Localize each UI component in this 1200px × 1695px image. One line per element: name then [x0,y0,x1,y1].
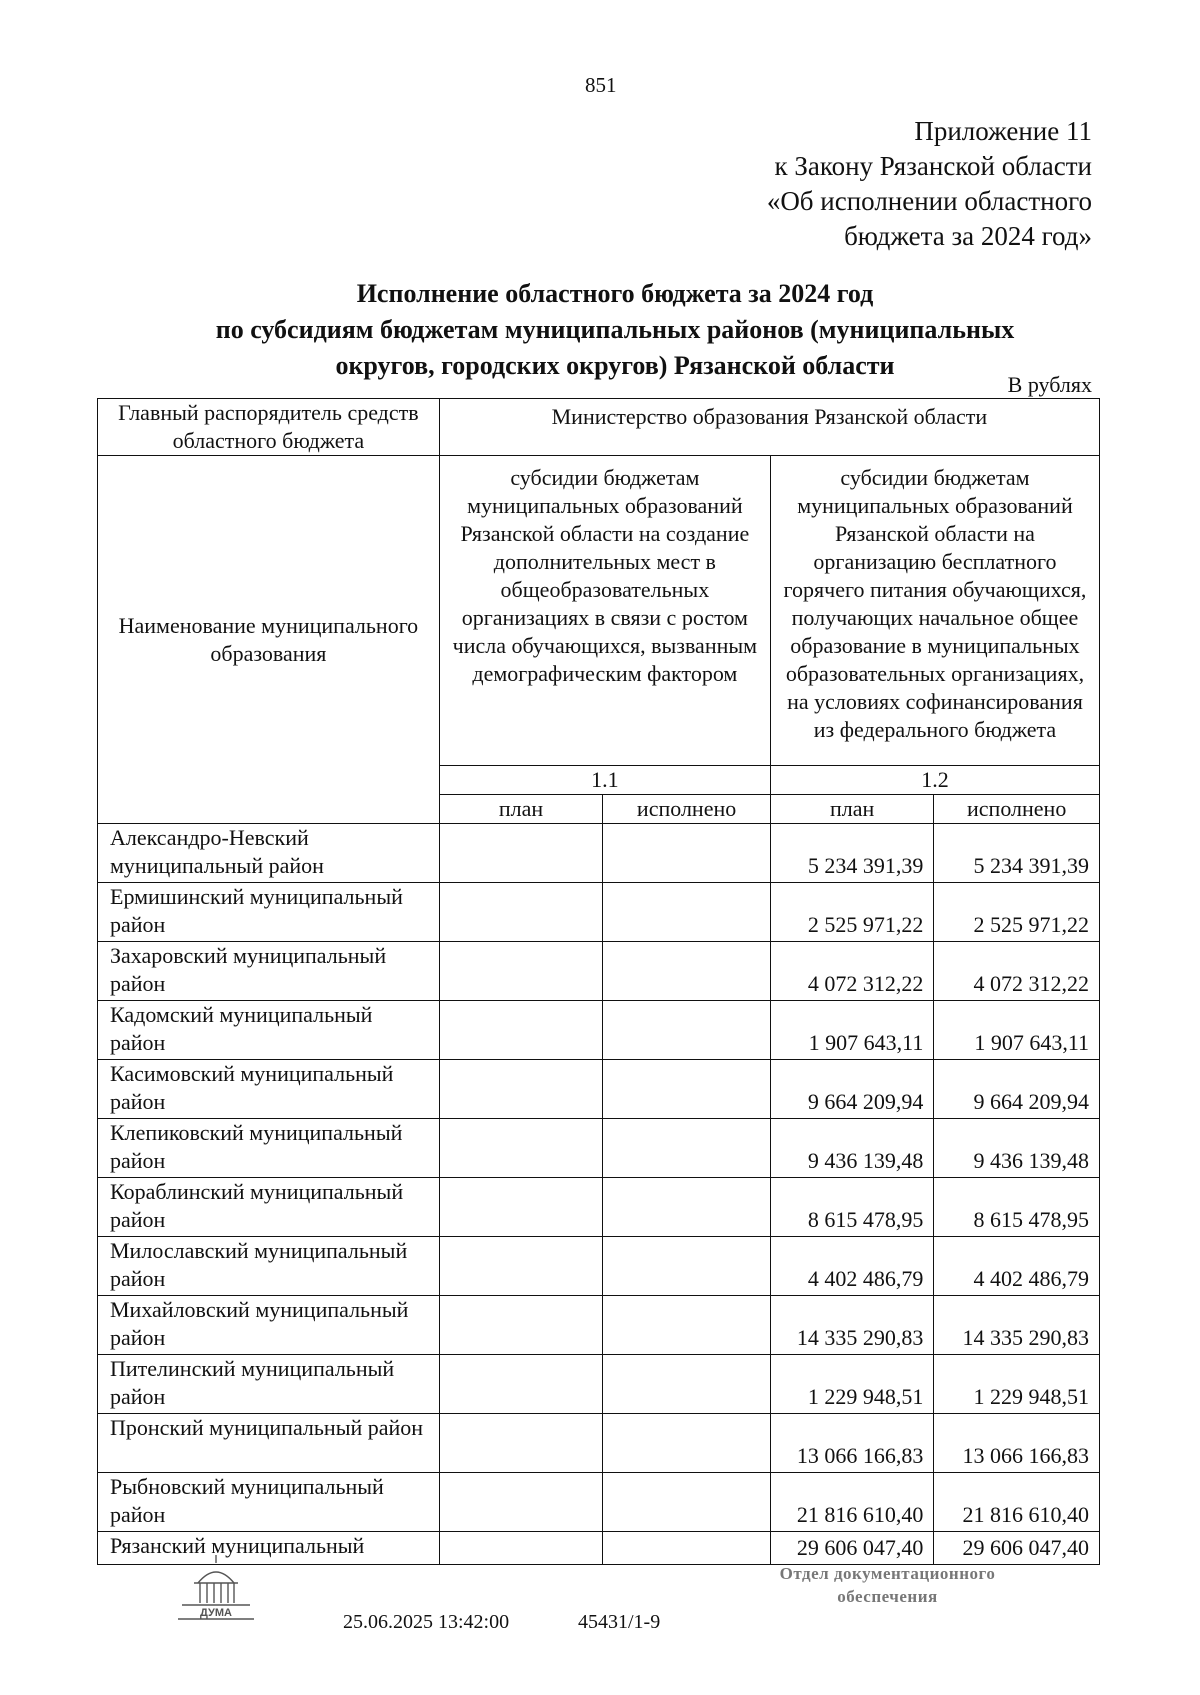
done-1-1-cell [603,1001,771,1060]
title-line: Исполнение областного бюджета за 2024 год [356,279,874,308]
municipality-name: Захаровский муниципальный район [98,942,440,1001]
done-1-2-cell: 21 816 610,40 [934,1473,1100,1532]
table-row [98,1060,1100,1119]
col-1-2-description: субсидии бюджетам муниципальных образований Рязанской области на организацию бесплатного горячего питания обучающихся, получающих начальное общее образование в муниципальных образовательных организациях, на условиях софинансирования из федерального бюджета [770,456,1099,766]
plan-1-2-cell: 14 335 290,83 [770,1296,933,1355]
table-row [98,942,1100,1001]
table-row [98,1119,1100,1178]
title-line: округов, городских округов) Рязанской области [335,351,895,380]
plan-1-1-cell [439,942,602,1001]
plan-1-1-cell [439,1296,602,1355]
page-number: 851 [585,73,617,97]
done-1-1-cell [603,1355,771,1414]
done-1-1-cell [603,1532,771,1565]
footer-doc-number: 45431/1-9 [578,1611,661,1633]
table-row [98,1001,1100,1060]
plan-1-1-cell [439,1532,602,1565]
plan-1-2-cell: 9 664 209,94 [770,1060,933,1119]
table-row [98,1296,1100,1355]
appendix-line: бюджета за 2024 год» [844,221,1092,251]
table-row [98,824,1100,883]
plan-1-2-cell: 5 234 391,39 [770,824,933,883]
municipality-name: Рязанский муниципальный [98,1532,440,1565]
done-1-1-cell [603,824,771,883]
plan-1-2-cell: 4 402 486,79 [770,1237,933,1296]
municipality-name: Кадомский муниципальный район [98,1001,440,1060]
appendix-line: Приложение 11 [914,116,1092,146]
appendix-line: к Закону Рязанской области [774,151,1092,181]
done-1-2-cell: 5 234 391,39 [934,824,1100,883]
municipality-name: Михайловский муниципальный район [98,1296,440,1355]
col-1-1-number: 1.1 [439,766,770,795]
municipality-name: Александро-Невский муниципальный район [98,824,440,883]
done-1-1-cell [603,883,771,942]
municipality-name: Клепиковский муниципальный район [98,1119,440,1178]
plan-header: план [439,795,602,824]
done-1-1-cell [603,1237,771,1296]
plan-1-1-cell [439,1237,602,1296]
plan-1-1-cell [439,883,602,942]
done-1-2-cell: 8 615 478,95 [934,1178,1100,1237]
municipality-name: Рыбновский муниципальный район [98,1473,440,1532]
municipality-name: Касимовский муниципальный район [98,1060,440,1119]
done-header: исполнено [934,795,1100,824]
units-label: В рублях [1007,372,1092,397]
municipality-name: Милославский муниципальный район [98,1237,440,1296]
done-1-2-cell: 9 664 209,94 [934,1060,1100,1119]
plan-1-1-cell [439,1355,602,1414]
done-1-1-cell [603,1178,771,1237]
municipality-name: Пронский муниципальный район [98,1414,440,1473]
done-1-2-cell: 13 066 166,83 [934,1414,1100,1473]
done-1-1-cell [603,1060,771,1119]
ministry-name: Министерство образования Рязанской области [439,399,1099,456]
done-1-1-cell [603,1414,771,1473]
plan-1-1-cell [439,1178,602,1237]
plan-1-2-cell: 29 606 047,40 [770,1532,933,1565]
duma-building-logo-icon [172,1553,260,1623]
done-1-2-cell: 14 335 290,83 [934,1296,1100,1355]
plan-1-1-cell [439,1001,602,1060]
plan-header: план [770,795,933,824]
col-1-1-description: субсидии бюджетам муниципальных образований Рязанской области на создание дополнительных мест в общеобразовательных организациях в связи с ростом числа обучающихся, вызванным демографическим фактором [439,456,770,766]
done-header: исполнено [603,795,771,824]
title-line: по субсидиям бюджетам муниципальных районов (муниципальных [215,315,1015,344]
done-1-1-cell [603,1296,771,1355]
plan-1-2-cell: 21 816 610,40 [770,1473,933,1532]
plan-1-1-cell [439,1119,602,1178]
department-stamp: Отдел документационного обеспечения [779,1564,996,1606]
plan-1-1-cell [439,1414,602,1473]
table-row [98,883,1100,942]
plan-1-2-cell: 13 066 166,83 [770,1414,933,1473]
done-1-2-cell: 29 606 047,40 [934,1532,1100,1565]
table-row [98,1355,1100,1414]
done-1-2-cell: 4 072 312,22 [934,942,1100,1001]
duma-building-logo-svg [172,1553,260,1623]
table-row [98,1473,1100,1532]
footer-date: 25.06.2025 13:42:00 [343,1611,510,1633]
name-column-header: Наименование муниципального образования [98,456,440,824]
table-row [98,1178,1100,1237]
done-1-2-cell: 2 525 971,22 [934,883,1100,942]
municipality-name: Кораблинский муниципальный район [98,1178,440,1237]
document-title [130,276,1100,384]
table-row [98,1237,1100,1296]
plan-1-2-cell: 9 436 139,48 [770,1119,933,1178]
municipality-name: Пителинский муниципальный район [98,1355,440,1414]
plan-1-2-cell: 8 615 478,95 [770,1178,933,1237]
done-1-2-cell: 1 229 948,51 [934,1355,1100,1414]
stamp-text: ДУМА [200,1607,232,1619]
plan-1-2-cell: 1 229 948,51 [770,1355,933,1414]
done-1-1-cell [603,1473,771,1532]
done-1-1-cell [603,942,771,1001]
plan-1-2-cell: 1 907 643,11 [770,1001,933,1060]
subsidy-table [97,398,1100,1565]
main-manager-label: Главный распорядитель средств областного бюджета [98,399,440,456]
plan-1-1-cell [439,1473,602,1532]
appendix-header [767,114,1092,254]
municipality-name: Ермишинский муниципальный район [98,883,440,942]
done-1-2-cell: 9 436 139,48 [934,1119,1100,1178]
done-1-2-cell: 1 907 643,11 [934,1001,1100,1060]
plan-1-2-cell: 4 072 312,22 [770,942,933,1001]
plan-1-1-cell [439,824,602,883]
appendix-line: «Об исполнении областного [766,186,1092,216]
plan-1-1-cell [439,1060,602,1119]
done-1-2-cell: 4 402 486,79 [934,1237,1100,1296]
plan-1-2-cell: 2 525 971,22 [770,883,933,942]
table-row [98,1414,1100,1473]
col-1-2-number: 1.2 [770,766,1099,795]
done-1-1-cell [603,1119,771,1178]
